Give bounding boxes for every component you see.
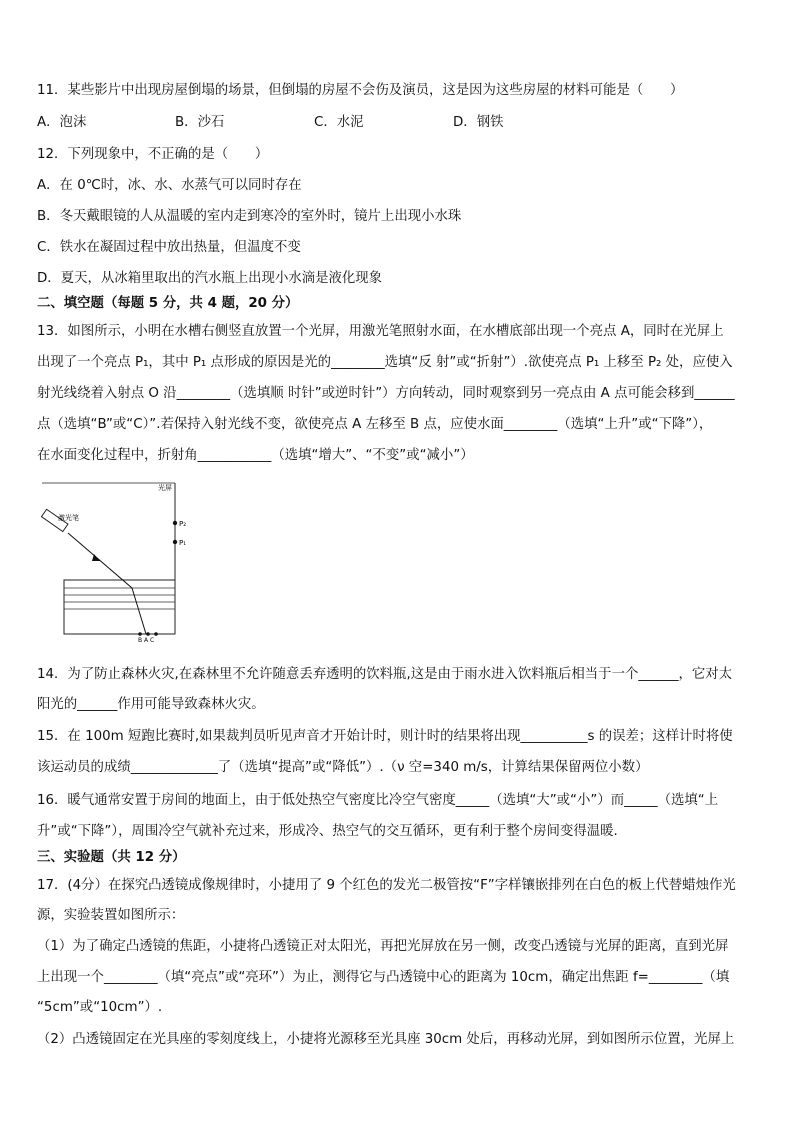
refraction-figure [40, 478, 190, 643]
bottom-point-labels: B A C [138, 637, 155, 643]
q13-line-2: 出现了一个亮点 P₁，其中 P₁ 点形成的原因是光的________选填“反 射”或“折射”）.欲使亮点 P₁ 上移至 P₂ 处，应使入 [37, 355, 733, 370]
p2-label: P₂ [179, 520, 187, 528]
q13-line-1: 13．如图所示，小明在水槽右侧竖直放置一个光屏，用激光笔照射水面，在水槽底部出现一个亮点 A，同时在光屏上 [37, 324, 724, 339]
q14-line-2: 阳光的______作用可能导致森林火灾。 [37, 697, 265, 712]
point-p1 [173, 540, 177, 544]
q15-line-2: 该运动员的成绩_____________了（选填“提高”或“降低”）.（ν 空=340 m/s，计算结果保留两位小数） [37, 760, 649, 775]
q11-option-a: A．泡沫 [37, 115, 87, 130]
q16-line-1: 16．暖气通常安置于房间的地面上，由于低处热空气密度比冷空气密度_____（选填“大”或“小”）而_____（选填“上 [37, 793, 719, 808]
q11-option-c: C．水泥 [314, 115, 364, 130]
q12-option-c: C．铁水在凝固过程中放出热量，但温度不变 [37, 240, 301, 255]
point-p2 [173, 521, 177, 525]
q17-line-3: （1）为了确定凸透镜的焦距，小捷将凸透镜正对太阳光，再把光屏放在另一侧，改变凸透镜与光屏的距离，直到光屏 [37, 939, 729, 954]
q12-option-a: A．在 0℃时，冰、水、水蒸气可以同时存在 [37, 178, 302, 193]
p1-label: P₁ [179, 539, 187, 547]
q14-line-1: 14．为了防止森林火灾,在森林里不允许随意丢弃透明的饮料瓶,这是由于雨水进入饮料瓶后相当于一个______，它对太 [37, 667, 733, 682]
q17-line-5: “5cm”或“10cm”）. [37, 1000, 163, 1015]
laser-label: 激光笔 [58, 514, 79, 522]
q17-line-1: 17．(4分）在探究凸透镜成像规律时，小捷用了 9 个红色的发光二极管按“F”字样镶嵌排列在白色的板上代替蜡烛作光 [37, 878, 736, 893]
q13-line-5: 在水面变化过程中，折射角___________（选填“增大”、“不变”或“减小”） [37, 448, 474, 463]
q11-options [37, 113, 757, 133]
screen-label: 光屏 [158, 484, 172, 492]
water-surface-lines [64, 588, 175, 609]
point-a [146, 632, 150, 636]
section-experiment-heading: 三、实验题（共 12 分） [37, 850, 186, 865]
point-c [154, 632, 158, 636]
q17-line-4: 上出现一个________（填“亮点”或“亮环”）为止，测得它与凸透镜中心的距离为 10cm，确定出焦距 f=________（填 [37, 970, 730, 985]
q11-stem: 11．某些影片中出现房屋倒塌的场景，但倒塌的房屋不会伤及演员，这是因为这些房屋的材料可能是（ ） [37, 83, 684, 98]
q13-line-3: 射光线绕着入射点 O 沿________（选填顺 时针”或逆时针”）方向转动，同时观察到另一亮点由 A 点可能会移到______ [37, 386, 735, 401]
q16-line-2: 升”或“下降”），周围冷空气就补充过来，形成冷、热空气的交互循环，更有利于整个房间变得温暖. [37, 824, 618, 839]
q11-option-d: D．钢铁 [453, 115, 504, 130]
q13-line-4: 点（选填“B”或“C）”.若保持入射光线不变，欲使亮点 A 左移至 B 点，应使水面________（选填“上升”或“下降”）， [37, 417, 713, 432]
q17-line-2: 源，实验装置如图所示： [37, 908, 185, 923]
q15-line-1: 15．在 100m 短跑比赛时,如果裁判员听见声音才开始计时，则计时的结果将出现__________s 的误差；这样计时将使 [37, 729, 733, 744]
point-b [138, 632, 142, 636]
q12-stem: 12．下列现象中，不正确的是（ ） [37, 147, 269, 162]
section-fill-blank-heading: 二、填空题（每题 5 分，共 4 题，20 分） [37, 296, 299, 311]
q12-option-b: B．冬天戴眼镜的人从温暖的室内走到寒冷的室外时，镜片上出现小水珠 [37, 209, 462, 224]
q12-option-d: D．夏天，从冰箱里取出的汽水瓶上出现小水滴是液化现象 [37, 271, 383, 286]
q17-line-6: （2）凸透镜固定在光具座的零刻度线上，小捷将光源移至光具座 30cm 处后，再移动光屏，到如图所示位置，光屏上 [37, 1032, 735, 1047]
q11-option-b: B．沙石 [175, 115, 225, 130]
